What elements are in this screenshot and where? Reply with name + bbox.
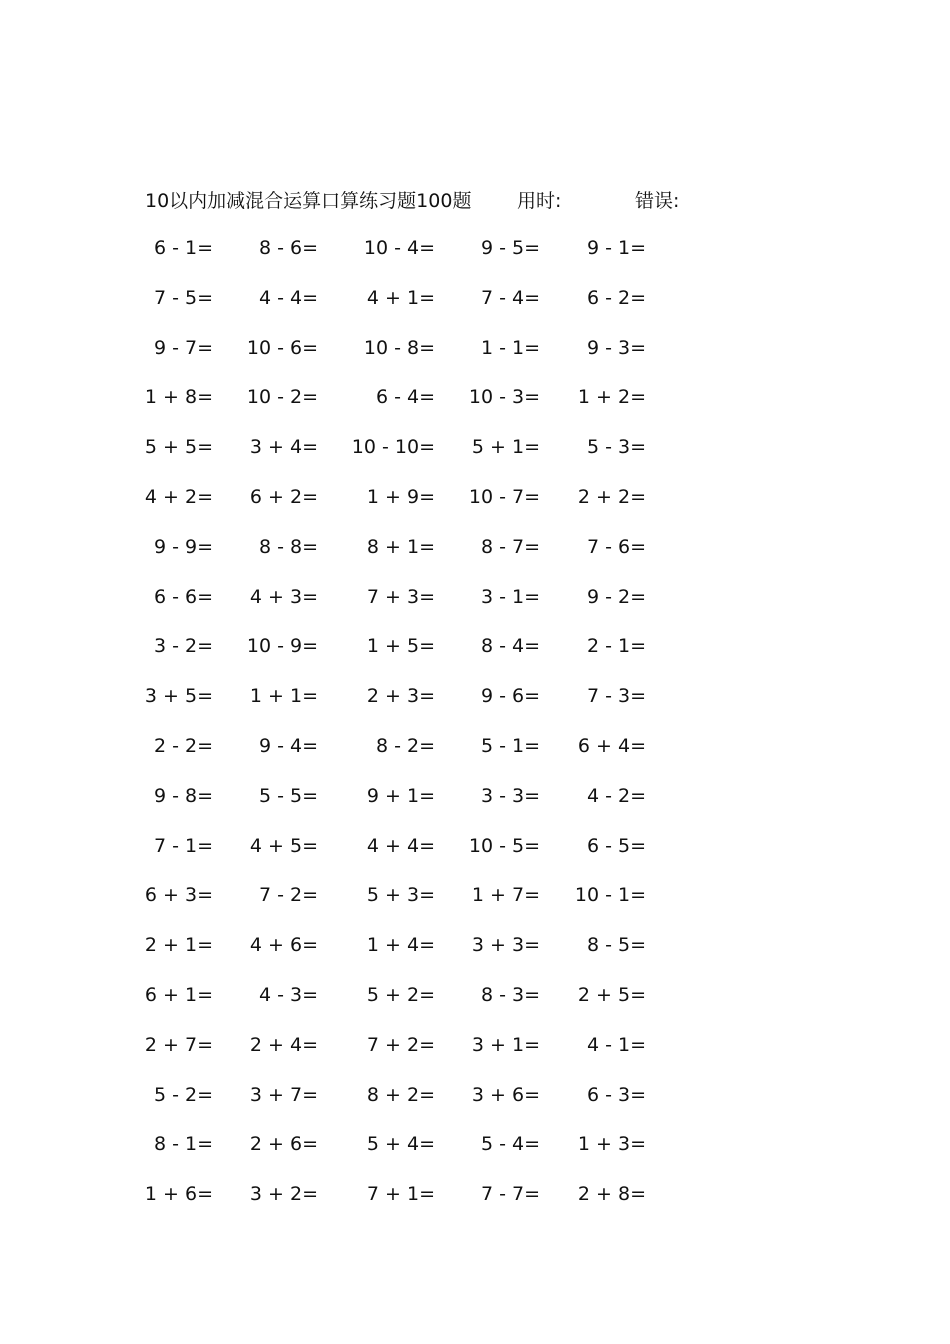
problem-r3-c1: 9 - 7= bbox=[153, 336, 213, 359]
problem-r7-c2: 8 - 8= bbox=[258, 535, 318, 558]
problem-r5-c1: 5 + 5= bbox=[144, 436, 213, 459]
problem-r15-c3: 1 + 4= bbox=[366, 934, 435, 957]
problem-r2-c4: 7 - 4= bbox=[480, 286, 540, 309]
problem-r6-c2: 6 + 2= bbox=[249, 486, 318, 508]
problem-r4-c3: 6 - 4= bbox=[375, 386, 435, 409]
problem-r18-c5: 6 - 3= bbox=[586, 1083, 646, 1106]
problem-r18-c3: 8 + 2= bbox=[366, 1083, 435, 1106]
problem-r8-c4: 3 - 1= bbox=[480, 585, 540, 608]
problem-r13-c4: 10 - 5= bbox=[468, 834, 540, 857]
problem-r4-c5: 1 + 2= bbox=[577, 386, 646, 409]
problem-r4-c4: 10 - 3= bbox=[468, 386, 540, 409]
problem-r15-c2: 4 + 6= bbox=[249, 934, 318, 957]
problem-r16-c2: 4 - 3= bbox=[258, 984, 318, 1006]
problem-r15-c1: 2 + 1= bbox=[144, 934, 213, 957]
errors-label: 错误: bbox=[635, 190, 680, 212]
problem-r13-c5: 6 - 5= bbox=[586, 834, 646, 857]
problem-r9-c3: 1 + 5= bbox=[366, 635, 435, 658]
problem-r16-c3: 5 + 2= bbox=[366, 984, 435, 1006]
worksheet-title: 10以内加减混合运算口算练习题100题 bbox=[145, 190, 472, 212]
problem-r8-c1: 6 - 6= bbox=[153, 585, 213, 608]
problem-r19-c3: 5 + 4= bbox=[366, 1133, 435, 1156]
problem-r13-c3: 4 + 4= bbox=[366, 834, 435, 857]
problem-r9-c1: 3 - 2= bbox=[153, 635, 213, 658]
problem-r15-c5: 8 - 5= bbox=[586, 934, 646, 957]
problem-r7-c3: 8 + 1= bbox=[366, 535, 435, 558]
problem-r6-c4: 10 - 7= bbox=[468, 486, 540, 508]
problem-r3-c2: 10 - 6= bbox=[246, 336, 318, 359]
problem-r17-c4: 3 + 1= bbox=[471, 1033, 540, 1056]
problem-r14-c1: 6 + 3= bbox=[144, 884, 213, 907]
problem-r13-c2: 4 + 5= bbox=[249, 834, 318, 857]
problem-r17-c5: 4 - 1= bbox=[586, 1033, 646, 1056]
problem-r3-c4: 1 - 1= bbox=[480, 336, 540, 359]
problem-r9-c2: 10 - 9= bbox=[246, 635, 318, 658]
problem-r5-c2: 3 + 4= bbox=[249, 436, 318, 459]
problem-r2-c3: 4 + 1= bbox=[366, 286, 435, 309]
problem-r20-c4: 7 - 7= bbox=[480, 1183, 540, 1206]
problem-r2-c2: 4 - 4= bbox=[258, 286, 318, 309]
problem-r11-c1: 2 - 2= bbox=[153, 735, 213, 757]
problem-r9-c5: 2 - 1= bbox=[586, 635, 646, 658]
problem-r4-c2: 10 - 2= bbox=[246, 386, 318, 409]
problem-r14-c5: 10 - 1= bbox=[574, 884, 646, 907]
problem-r10-c2: 1 + 1= bbox=[249, 685, 318, 708]
problem-r7-c5: 7 - 6= bbox=[586, 535, 646, 558]
problem-r1-c5: 9 - 1= bbox=[586, 237, 646, 259]
problem-r18-c1: 5 - 2= bbox=[153, 1083, 213, 1106]
problem-r12-c5: 4 - 2= bbox=[586, 784, 646, 807]
problem-r17-c3: 7 + 2= bbox=[366, 1033, 435, 1056]
problem-r18-c4: 3 + 6= bbox=[471, 1083, 540, 1106]
problem-r20-c2: 3 + 2= bbox=[249, 1183, 318, 1206]
problem-r9-c4: 8 - 4= bbox=[480, 635, 540, 658]
problem-r14-c4: 1 + 7= bbox=[471, 884, 540, 907]
problem-r4-c1: 1 + 8= bbox=[144, 386, 213, 409]
problem-r17-c1: 2 + 7= bbox=[144, 1033, 213, 1056]
problem-r8-c2: 4 + 3= bbox=[249, 585, 318, 608]
problem-r14-c2: 7 - 2= bbox=[258, 884, 318, 907]
problem-r12-c4: 3 - 3= bbox=[480, 784, 540, 807]
problem-r13-c1: 7 - 1= bbox=[153, 834, 213, 857]
problem-r19-c2: 2 + 6= bbox=[249, 1133, 318, 1156]
problem-r16-c5: 2 + 5= bbox=[577, 984, 646, 1006]
problem-r2-c1: 7 - 5= bbox=[153, 286, 213, 309]
problem-r3-c3: 10 - 8= bbox=[363, 336, 435, 359]
problem-r11-c4: 5 - 1= bbox=[480, 735, 540, 757]
problem-r11-c3: 8 - 2= bbox=[375, 735, 435, 757]
problem-r12-c2: 5 - 5= bbox=[258, 784, 318, 807]
problem-r6-c5: 2 + 2= bbox=[577, 486, 646, 508]
problem-r19-c1: 8 - 1= bbox=[153, 1133, 213, 1156]
problem-r18-c2: 3 + 7= bbox=[249, 1083, 318, 1106]
problem-r16-c1: 6 + 1= bbox=[144, 984, 213, 1006]
problem-r3-c5: 9 - 3= bbox=[586, 336, 646, 359]
problem-r7-c4: 8 - 7= bbox=[480, 535, 540, 558]
problem-r20-c3: 7 + 1= bbox=[366, 1183, 435, 1206]
problem-r5-c4: 5 + 1= bbox=[471, 436, 540, 459]
problem-r6-c1: 4 + 2= bbox=[144, 486, 213, 508]
problem-r8-c3: 7 + 3= bbox=[366, 585, 435, 608]
problem-r19-c4: 5 - 4= bbox=[480, 1133, 540, 1156]
problem-r20-c5: 2 + 8= bbox=[577, 1183, 646, 1206]
problem-r11-c5: 6 + 4= bbox=[577, 735, 646, 757]
problem-r19-c5: 1 + 3= bbox=[577, 1133, 646, 1156]
problem-r10-c5: 7 - 3= bbox=[586, 685, 646, 708]
problem-r10-c3: 2 + 3= bbox=[366, 685, 435, 708]
problem-r10-c1: 3 + 5= bbox=[144, 685, 213, 708]
problem-r6-c3: 1 + 9= bbox=[366, 486, 435, 508]
problem-r1-c1: 6 - 1= bbox=[153, 237, 213, 259]
problem-r17-c2: 2 + 4= bbox=[249, 1033, 318, 1056]
problem-r20-c1: 1 + 6= bbox=[144, 1183, 213, 1206]
time-label: 用时: bbox=[517, 190, 562, 212]
problem-r1-c4: 9 - 5= bbox=[480, 237, 540, 259]
problem-r1-c3: 10 - 4= bbox=[363, 237, 435, 259]
problem-r5-c5: 5 - 3= bbox=[586, 436, 646, 459]
problem-r11-c2: 9 - 4= bbox=[258, 735, 318, 757]
problem-r14-c3: 5 + 3= bbox=[366, 884, 435, 907]
problem-r15-c4: 3 + 3= bbox=[471, 934, 540, 957]
problem-r1-c2: 8 - 6= bbox=[258, 237, 318, 259]
problem-r2-c5: 6 - 2= bbox=[586, 286, 646, 309]
problem-r5-c3: 10 - 10= bbox=[351, 436, 435, 459]
problem-r16-c4: 8 - 3= bbox=[480, 984, 540, 1006]
problem-r12-c3: 9 + 1= bbox=[366, 784, 435, 807]
problem-r12-c1: 9 - 8= bbox=[153, 784, 213, 807]
problem-r7-c1: 9 - 9= bbox=[153, 535, 213, 558]
problem-r8-c5: 9 - 2= bbox=[586, 585, 646, 608]
problem-r10-c4: 9 - 6= bbox=[480, 685, 540, 708]
